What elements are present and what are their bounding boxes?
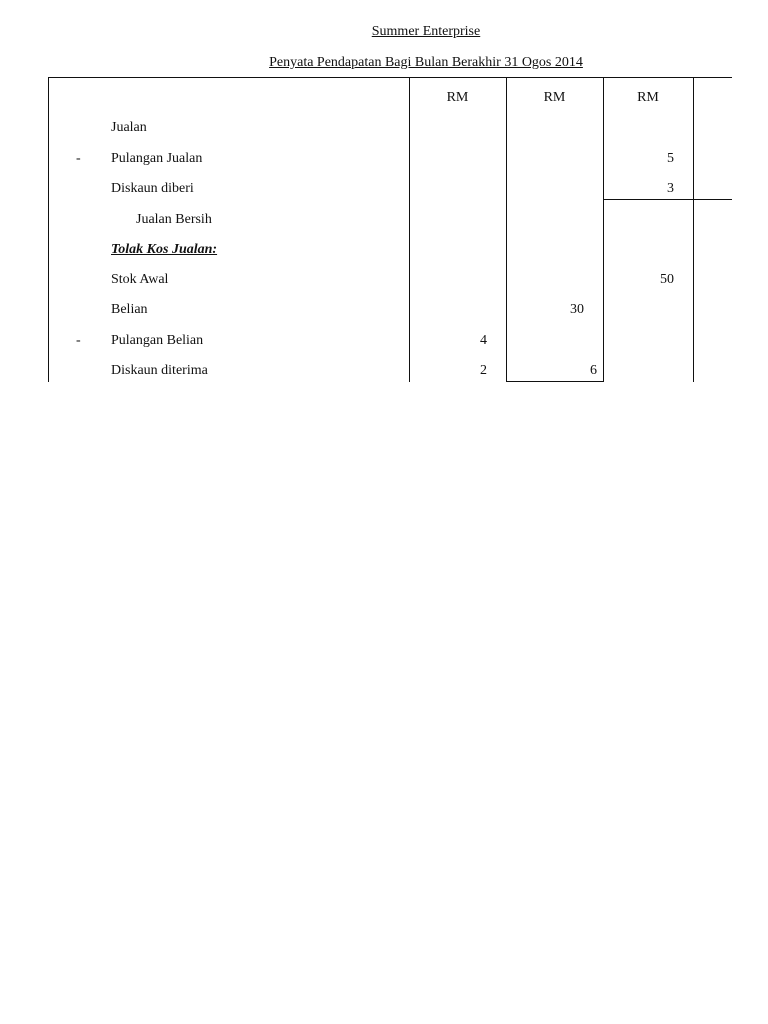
row-value-col1: 2 bbox=[480, 363, 487, 378]
row-label: Pulangan Belian bbox=[111, 333, 204, 348]
row-label: Belian bbox=[111, 302, 148, 317]
column-divider-2 bbox=[506, 77, 507, 382]
column-header-2: RM bbox=[543, 90, 566, 105]
row-label: Jualan Bersih bbox=[136, 212, 212, 227]
row-sign: - bbox=[76, 333, 81, 348]
column-divider-4 bbox=[693, 77, 694, 382]
row-value-col2: 6 bbox=[590, 363, 597, 378]
row-value-col1: 4 bbox=[480, 333, 487, 348]
row-value-col3: 50 bbox=[660, 272, 674, 287]
row-label: Pulangan Jualan bbox=[111, 151, 203, 166]
table-top-border bbox=[48, 77, 732, 78]
row-label: Diskaun diterima bbox=[111, 363, 208, 378]
row-sign: - bbox=[76, 151, 81, 166]
column-divider-3 bbox=[603, 77, 604, 382]
company-title: Summer Enterprise bbox=[371, 24, 481, 39]
column-header-3: RM bbox=[637, 90, 659, 105]
row-label: Jualan bbox=[111, 120, 147, 135]
row-label: Diskaun diberi bbox=[111, 181, 194, 196]
statement-title: Penyata Pendapatan Bagi Bulan Berakhir 31 Ogos 2014 bbox=[269, 55, 583, 70]
row-label: Stok Awal bbox=[111, 272, 169, 287]
row-value-col3: 3 bbox=[667, 181, 674, 196]
row-value-col2: 30 bbox=[570, 302, 584, 317]
section-heading: Tolak Kos Jualan: bbox=[111, 242, 218, 257]
subtotal-line-col3 bbox=[603, 199, 732, 200]
column-header-1: RM bbox=[446, 90, 469, 105]
row-value-col3: 5 bbox=[667, 151, 674, 166]
subtotal-line-col2 bbox=[506, 381, 604, 382]
table-left-border bbox=[48, 77, 49, 382]
